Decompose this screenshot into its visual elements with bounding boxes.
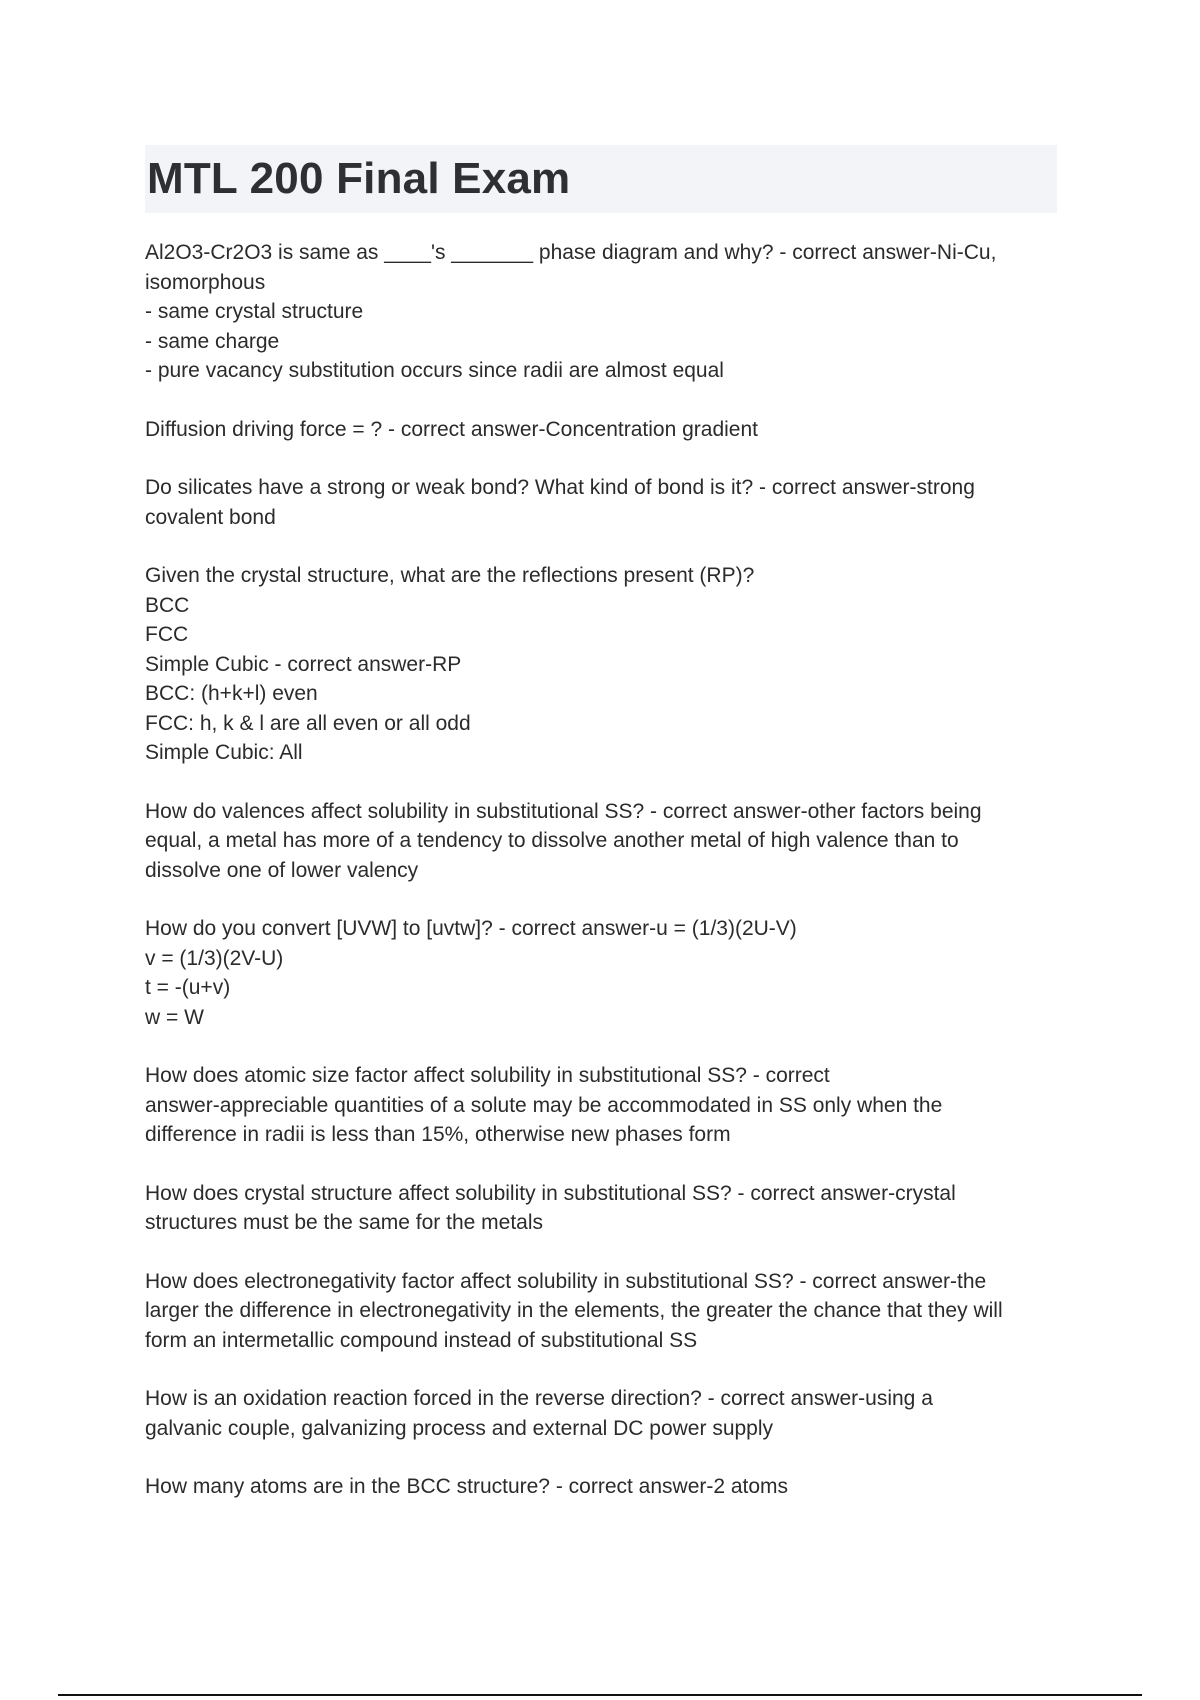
qa-text-line: BCC [145, 593, 190, 617]
qa-text-line: - same charge [145, 329, 280, 353]
qa-text-line: answer-appreciable quantities of a solute may be accommodated in SS only when the [145, 1093, 943, 1117]
qa-entry [145, 473, 1065, 532]
qa-text-line: Do silicates have a strong or weak bond? What kind of bond is it? - correct answer-strong [145, 476, 975, 499]
footer-divider [58, 1694, 1142, 1696]
qa-text-line: How do valences affect solubility in substitutional SS? - correct answer-other factors being [145, 799, 982, 823]
qa-text-line: difference in radii is less than 15%, otherwise new phases form [145, 1123, 731, 1146]
qa-entry [145, 1061, 1065, 1150]
qa-text-line: - pure vacancy substitution occurs since radii are almost equal [145, 359, 724, 382]
qa-text-line: isomorphous [145, 270, 266, 294]
qa-text-line: larger the difference in electronegativity in the elements, the greater the chance that they will [145, 1299, 1003, 1322]
qa-text-line: equal, a metal has more of a tendency to dissolve another metal of high valence than to [145, 829, 959, 852]
qa-entry [145, 1179, 1065, 1238]
qa-text-line: Simple Cubic: All [145, 741, 303, 764]
qa-text-line: How many atoms are in the BCC structure? - correct answer-2 atoms [145, 1475, 789, 1498]
qa-text-line: How does crystal structure affect solubility in substitutional SS? - correct answer-crystal [145, 1181, 956, 1205]
qa-text-line: v = (1/3)(2V-U) [145, 946, 284, 970]
qa-text-line: Given the crystal structure, what are the reflections present (RP)? [145, 564, 755, 587]
qa-text-line: FCC: h, k & l are all even or all odd [145, 711, 471, 735]
qa-text-line: Simple Cubic - correct answer-RP [145, 652, 462, 676]
qa-text-line: How does electronegativity factor affect solubility in substitutional SS? - correct answer-the [145, 1269, 987, 1293]
qa-text-line: FCC [145, 623, 189, 646]
qa-entry [145, 1267, 1065, 1356]
qa-text-line: structures must be the same for the metals [145, 1211, 543, 1234]
qa-text-line: covalent bond [145, 505, 276, 529]
qa-text-line: How does atomic size factor affect solubility in substitutional SS? - correct [145, 1064, 830, 1087]
qa-entry [145, 797, 1065, 886]
qa-entry [145, 415, 1065, 445]
qa-text-line: Diffusion driving force = ? - correct answer-Concentration gradient [145, 417, 758, 441]
qa-text-line: w = W [145, 1005, 204, 1029]
qa-text-line: BCC: (h+k+l) even [145, 682, 318, 705]
qa-text-line: dissolve one of lower valency [145, 858, 419, 882]
qa-entry [145, 238, 1065, 386]
qa-entry [145, 914, 1065, 1032]
qa-text-line: How is an oxidation reaction forced in the reverse direction? - correct answer-using a [145, 1387, 933, 1410]
qa-text-line: t = -(u+v) [145, 976, 231, 999]
qa-text-line: form an intermetallic compound instead of substitutional SS [145, 1328, 698, 1352]
qa-entry [145, 1472, 1065, 1502]
question-answer-list [145, 238, 1065, 1531]
qa-text-line: - same crystal structure [145, 300, 364, 323]
qa-text-line: galvanic couple, galvanizing process and external DC power supply [145, 1416, 774, 1440]
title-banner [145, 145, 1057, 213]
qa-text-line: How do you convert [UVW] to [uvtw]? - correct answer-u = (1/3)(2U-V) [145, 917, 797, 940]
qa-entry [145, 561, 1065, 768]
qa-text-line: Al2O3-Cr2O3 is same as ____'s _______ phase diagram and why? - correct answer-Ni-Cu, [145, 241, 997, 264]
qa-entry [145, 1384, 1065, 1443]
page-title: MTL 200 Final Exam [147, 154, 571, 203]
